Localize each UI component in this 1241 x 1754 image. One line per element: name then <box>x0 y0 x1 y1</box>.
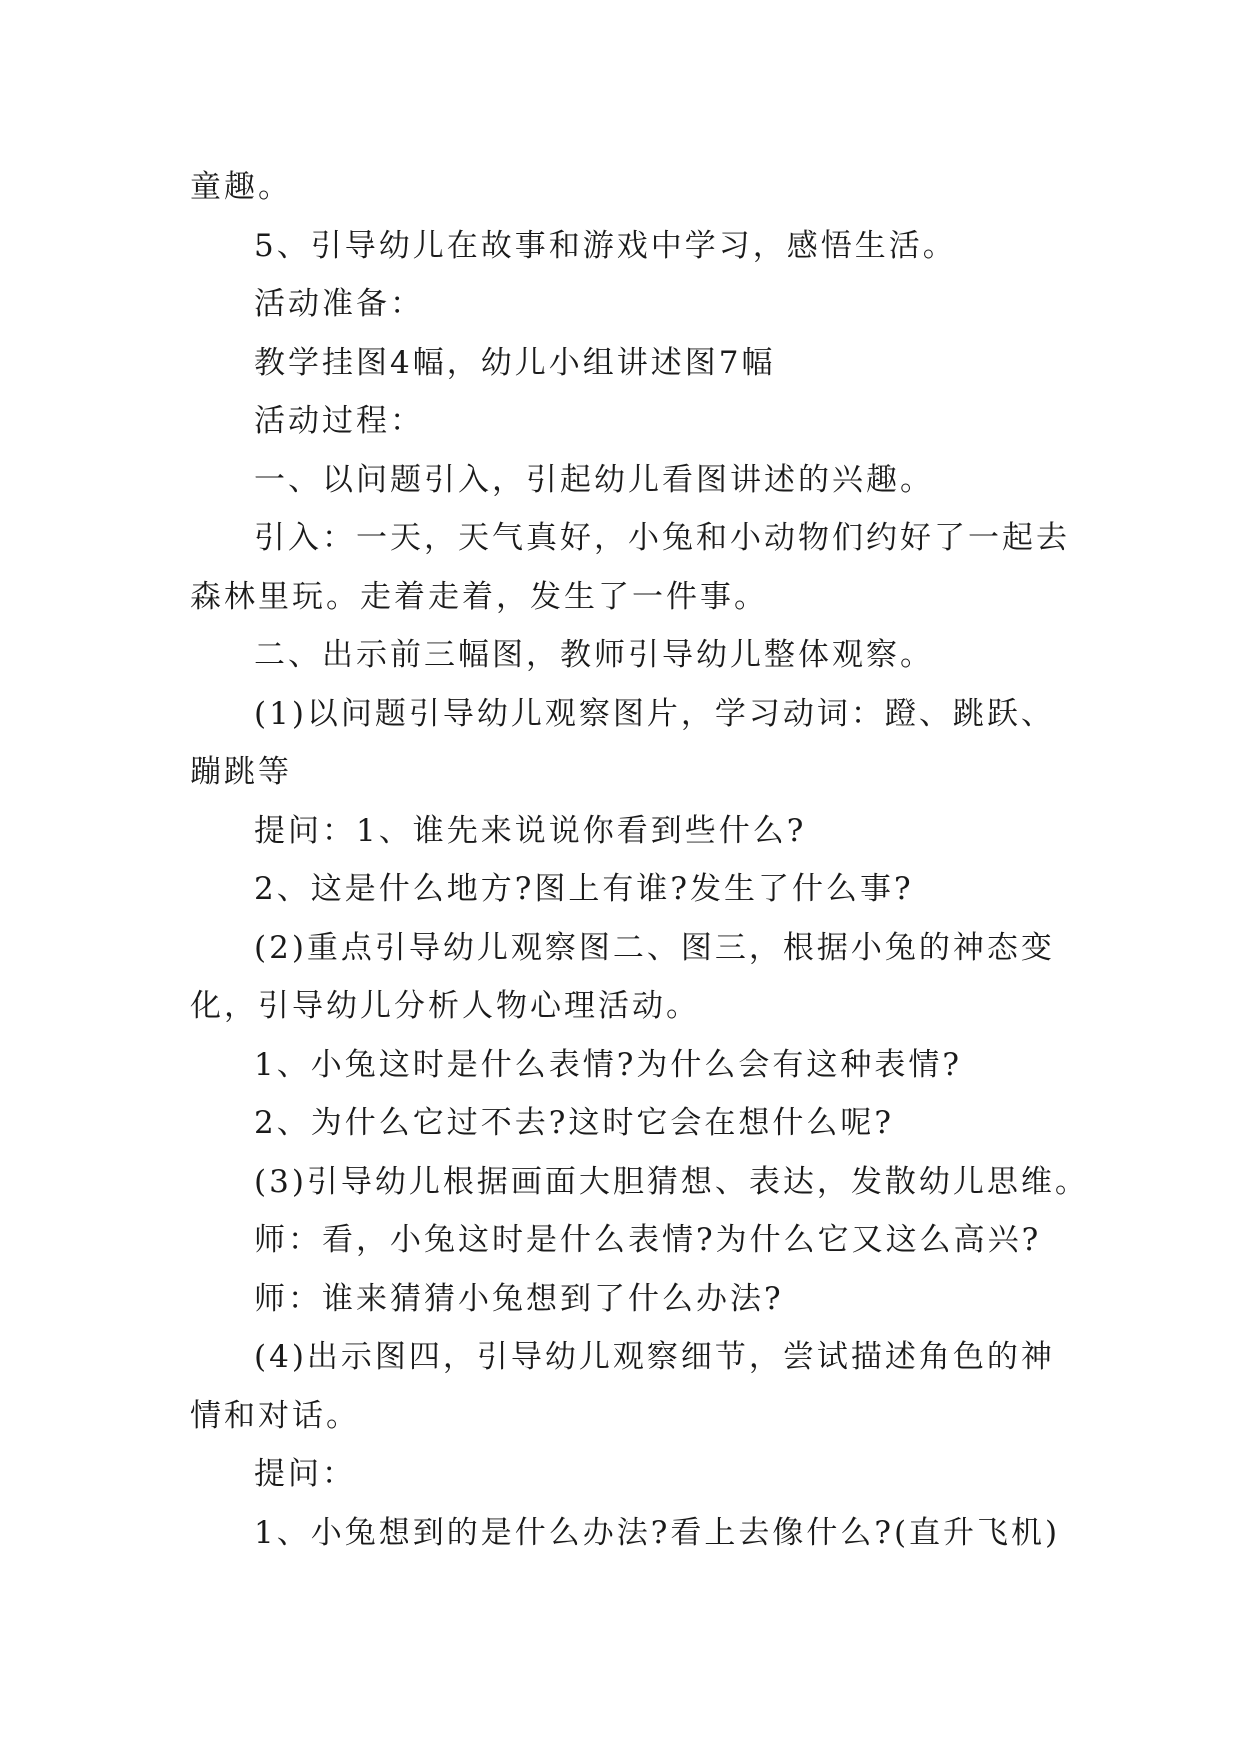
text-line: 5、引导幼儿在故事和游戏中学习，感悟生活。 <box>254 227 957 264</box>
text-line: 情和对话。 <box>190 1397 360 1434</box>
text-line: 引入：一天，天气真好，小兔和小动物们约好了一起去 <box>254 520 1070 556</box>
section-heading: 活动过程： <box>254 403 424 439</box>
text-line: 二、出示前三幅图，教师引导幼儿整体观察。 <box>254 637 934 673</box>
text-line: 一、以问题引入，引起幼儿看图讲述的兴趣。 <box>254 461 934 498</box>
text-line: 师：谁来猜猜小兔想到了什么办法? <box>254 1280 784 1317</box>
text-line: 1、小兔想到的是什么办法?看上去像什么?(直升飞机) <box>254 1514 1061 1551</box>
text-line: 师：看，小兔这时是什么表情?为什么它又这么高兴? <box>254 1222 1042 1258</box>
text-line: 森林里玩。走着走着，发生了一件事。 <box>190 578 768 615</box>
text-line: 童趣。 <box>190 169 292 205</box>
text-line: 提问：1、谁先来说说你看到些什么? <box>254 812 807 849</box>
text-line: 蹦跳等 <box>190 754 292 790</box>
text-line: 2、这是什么地方?图上有谁?发生了什么事? <box>254 871 914 907</box>
text-line: (2)重点引导幼儿观察图二、图三，根据小兔的神态变 <box>254 929 1055 966</box>
text-line: 2、为什么它过不去?这时它会在想什么呢? <box>254 1105 894 1141</box>
text-line: (3)引导幼儿根据画面大胆猜想、表达，发散幼儿思维。 <box>254 1163 1089 1200</box>
section-heading: 活动准备： <box>254 286 424 322</box>
text-line: 化，引导幼儿分析人物心理活动。 <box>190 988 700 1024</box>
text-line: 教学挂图4幅，幼儿小组讲述图7幅 <box>254 344 776 381</box>
text-line: (4)出示图四，引导幼儿观察细节，尝试描述角色的神 <box>254 1339 1055 1375</box>
text-line: 提问： <box>254 1456 356 1492</box>
text-line: (1)以问题引导幼儿观察图片，学习动词：蹬、跳跃、 <box>254 695 1055 732</box>
text-line: 1、小兔这时是什么表情?为什么会有这种表情? <box>254 1046 962 1083</box>
document-body <box>190 158 1089 1562</box>
